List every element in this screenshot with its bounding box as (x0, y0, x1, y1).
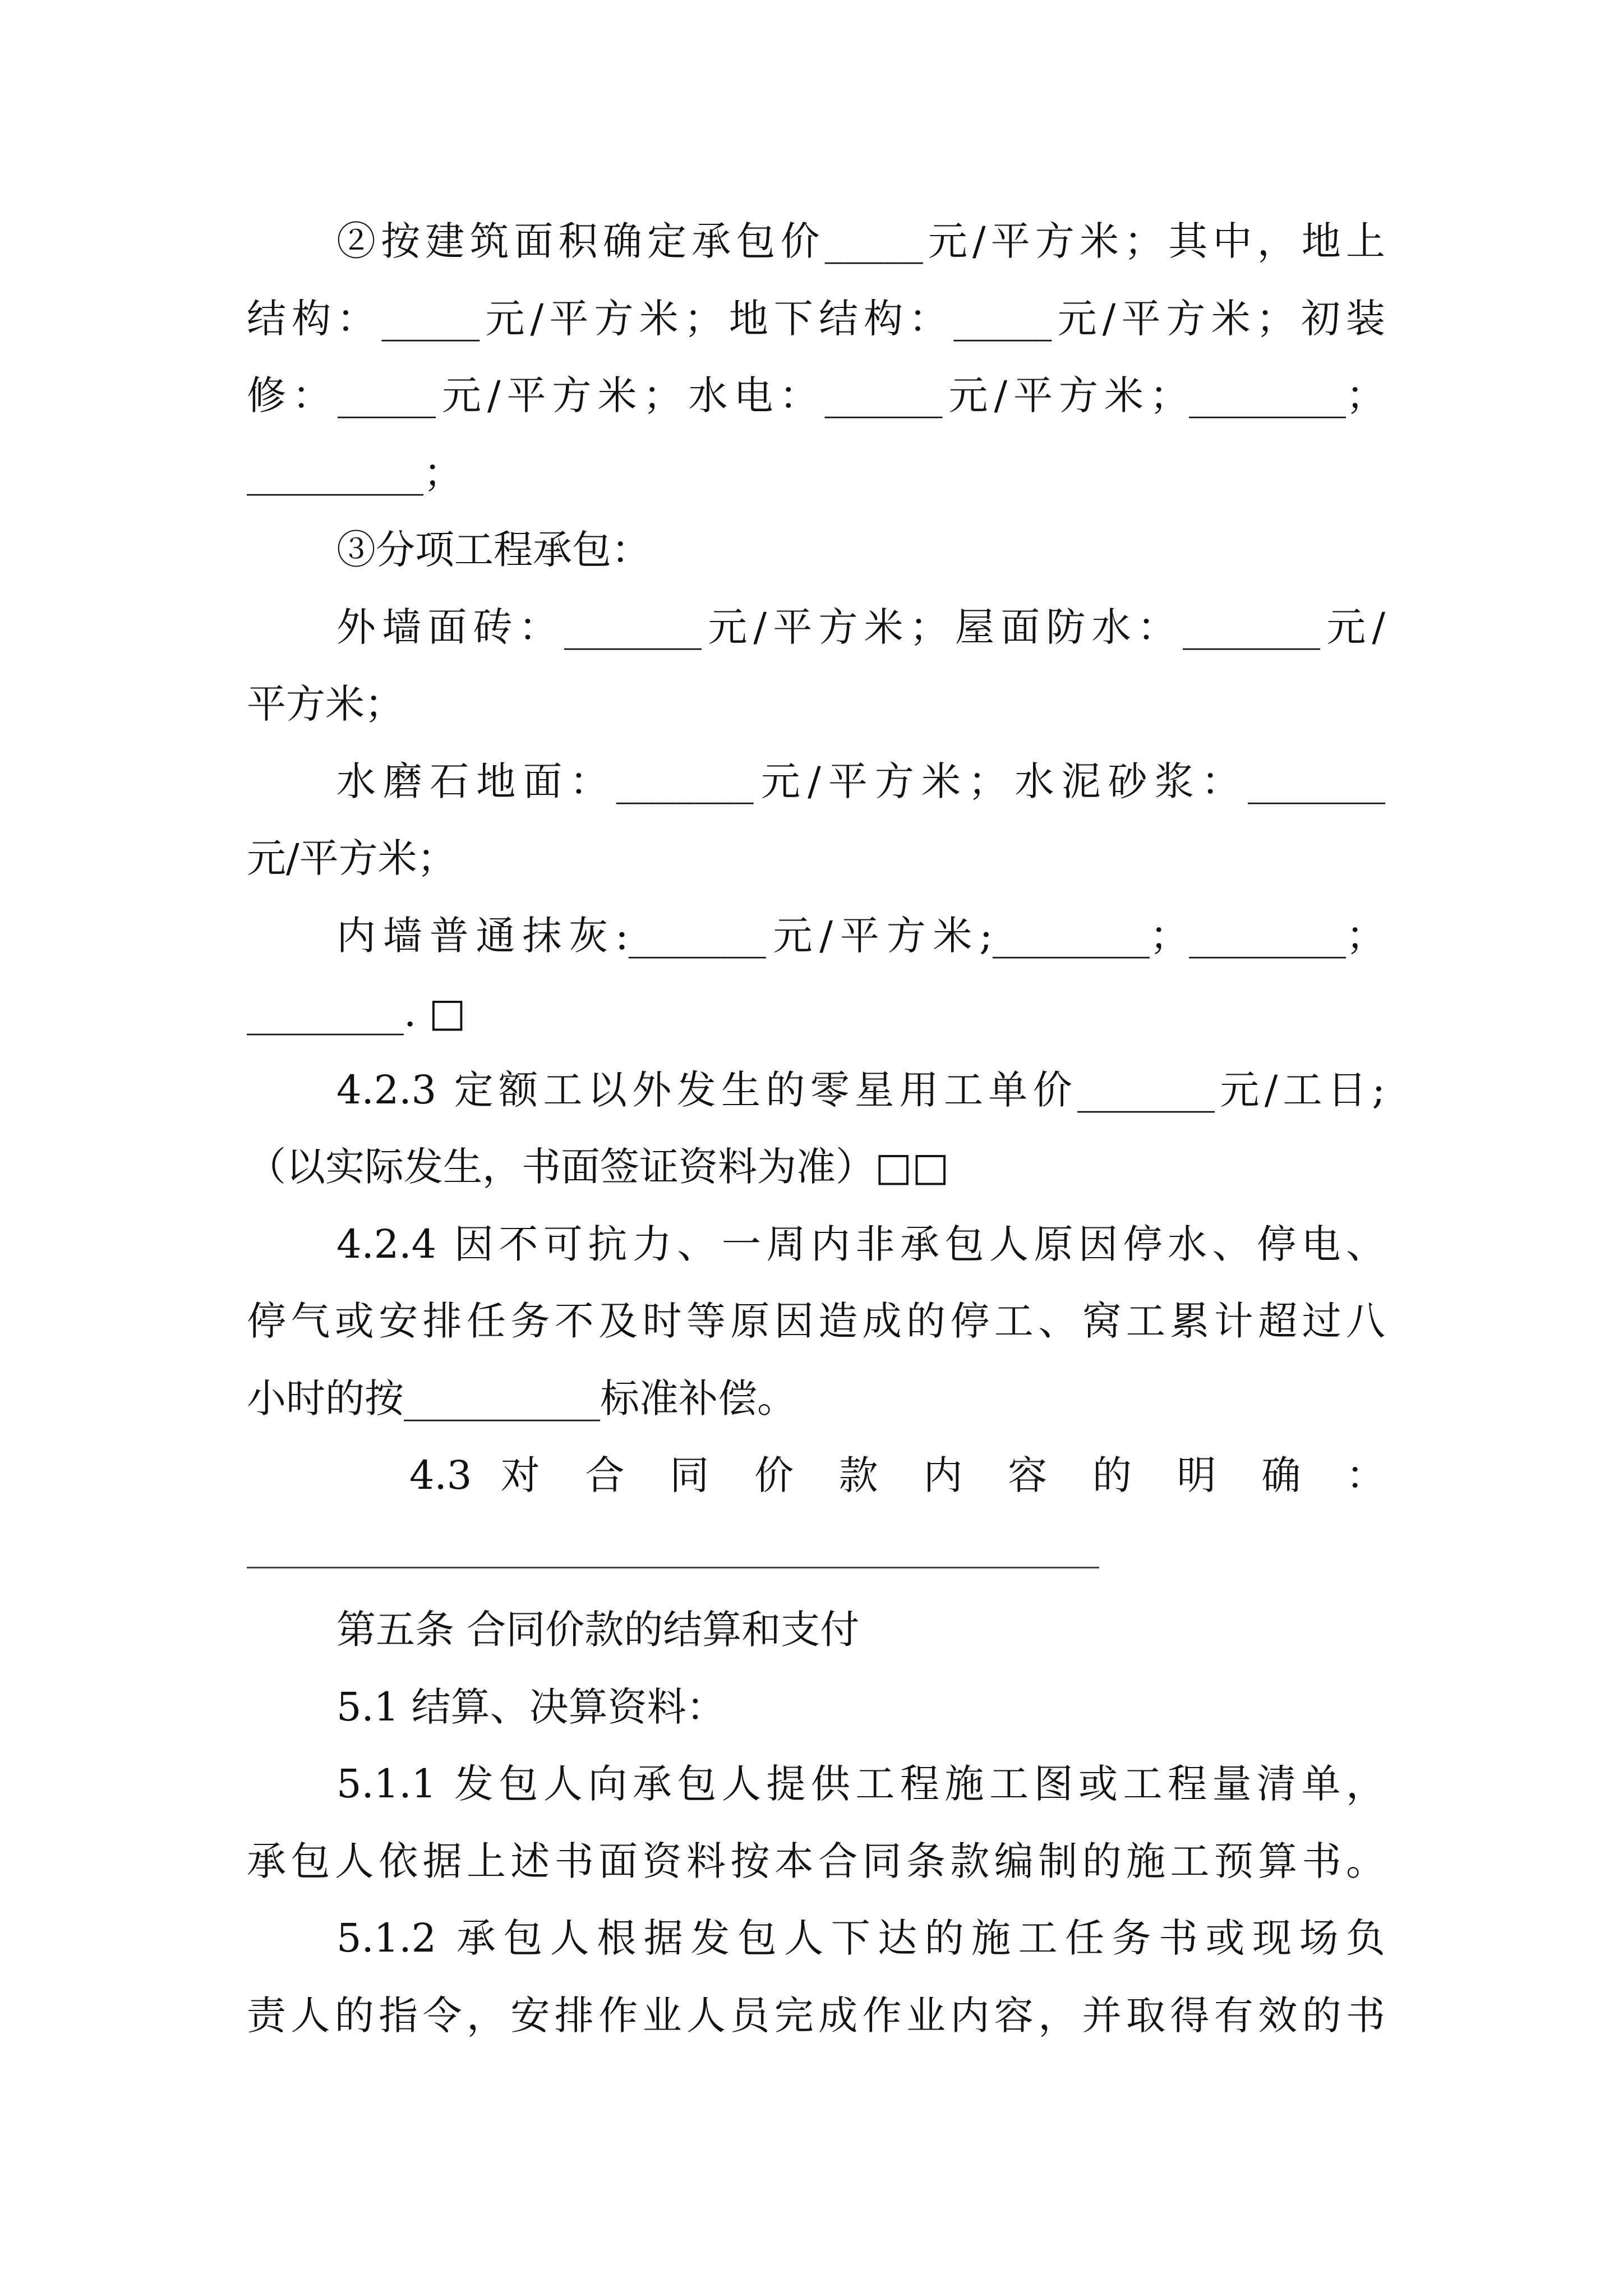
text-line: 小时的按__________标准补偿。 (247, 1375, 796, 1421)
text-line: 承包人依据上述书面资料按本合同条款编制的施工预算书。 (247, 1838, 1385, 1884)
text-line: _________； (247, 450, 463, 496)
text-line: 4.2.4 因不可抗力、一周内非承包人原因停水、停电、 (336, 1221, 1385, 1267)
text-line: 修：_____元/平方米；水电：______元/平方米；________； (247, 372, 1385, 418)
text-line: ②按建筑面积确定承包价_____元/平方米；其中，地上 (336, 218, 1385, 264)
section-heading: 4.3 对 合 同 价 款 内 容 的 明 确 ： (409, 1452, 1385, 1498)
text-line: 4.2.3 定额工以外发生的零星用工单价_______元/工日; (336, 1067, 1385, 1113)
article-heading: 第五条 合同价款的结算和支付 (336, 1607, 860, 1653)
text-line: 外墙面砖：_______元/平方米；屋面防水：_______元/ (336, 604, 1385, 650)
blank-fill-line (247, 1567, 1099, 1568)
text-line: ③分项工程承包： (336, 527, 651, 573)
text-line: 5.1.2 承包人根据发包人下达的施工任务书或现场负 (336, 1915, 1385, 1961)
text-line: 结构：_____元/平方米；地下结构：_____元/平方米；初装 (247, 296, 1385, 342)
text-line: 元/平方米； (247, 835, 457, 881)
text-line: 5.1.1 发包人向承包人提供工程施工图或工程量清单， (336, 1761, 1385, 1807)
text-line: 内墙普通抹灰:_______元/平方米;________；________； (336, 913, 1385, 959)
text-line: 5.1 结算、决算资料： (336, 1684, 726, 1730)
text-line: 责人的指令，安排作业人员完成作业内容，并取得有效的书 (247, 1993, 1385, 2039)
text-line: （以实际发生，书面签证资料为准）□□ (247, 1144, 949, 1190)
text-line: ________. □ (247, 990, 466, 1036)
text-line: 平方米； (247, 681, 404, 727)
text-line: 停气或安排任务不及时等原因造成的停工、窝工累计超过八 (247, 1298, 1385, 1344)
text-line: 水磨石地面：_______元/平方米；水泥砂浆：_______ (336, 758, 1385, 804)
